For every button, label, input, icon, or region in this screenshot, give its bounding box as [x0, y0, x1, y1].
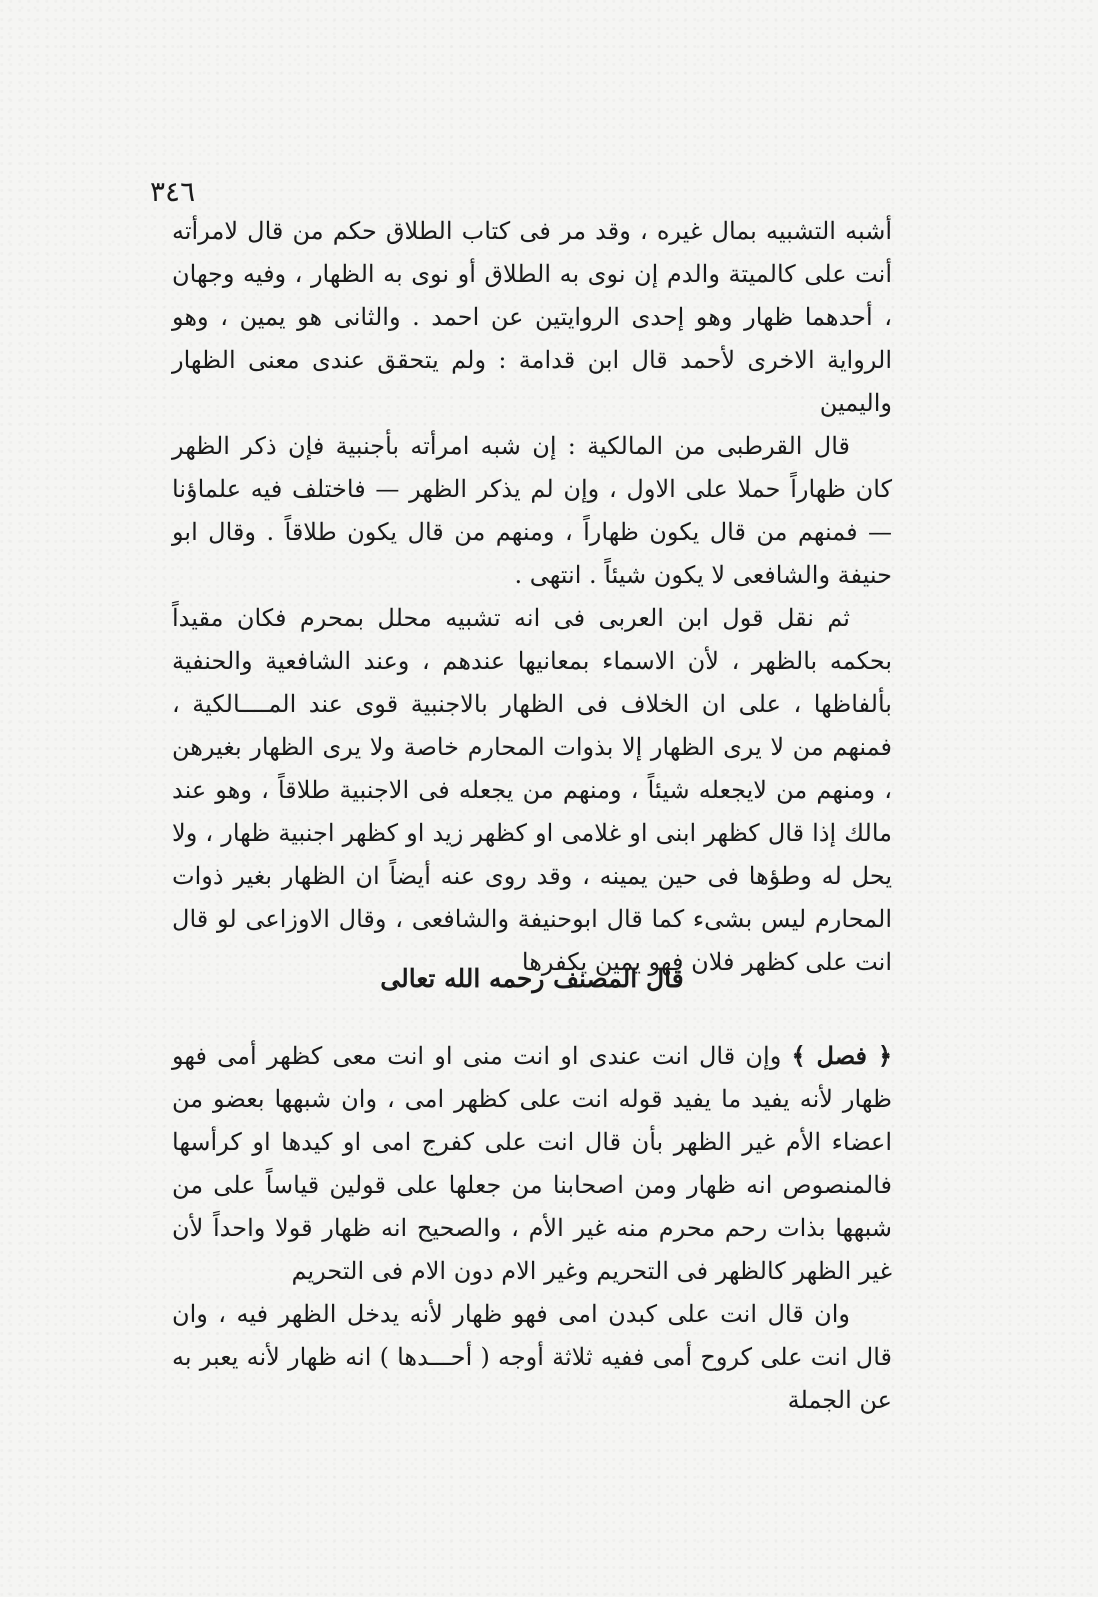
- commentary-text-block: [172, 210, 892, 984]
- paragraph: وان قال انت على كبدن امى فهو ظهار لأنه يدخل الظهر فيه ، وان قال انت على كروح أمى ففيه ثلاثة أوجه ( أحـــدها ) انه ظهار لأنه يعبر به عن الجملة: [172, 1300, 892, 1414]
- paragraph: قال القرطبى من المالكية : إن شبه امرأته بأجنبية فإن ذكر الظهر كان ظهاراً حملا على الاول ، وإن لم يذكر الظهر — فاختلف فيه علماؤنا — فمنهم من قال يكون ظهاراً ، ومنهم من قال يكون طلاقاً . وقال ابو حنيفة والشافعى لا يكون شيئاً . انتهى .: [172, 432, 892, 589]
- paragraph: ثم نقل قول ابن العربى فى انه تشبيه محلل بمحرم فكان مقيداً بحكمه بالظهر ، لأن الاسماء بمعانيها عندهم ، وعند الشافعية والحنفية بألفاظها ، على ان الخلاف فى الظهار بالاجنبية قوى عند المــــالكية ، فمنهم من لا يرى الظهار إلا بذوات المحارم خاصة ولا يرى الظهار بغيرهن ، ومنهم من لايجعله شيئاً ، ومنهم من يجعله فى الاجنبية طلاقاً ، وهو عند مالك إذا قال كظهر ابنى او غلامى او كظهر زيد او كظهر اجنبية ظهار ، ولا يحل له وطؤها فى حين يمينه ، وقد روى عنه أيضاً ان الظهار بغير ذوات المحارم ليس بشىء كما قال ابوحنيفة والشافعى ، وقال الاوزاعى لو قال انت على كظهر فلان فهو يمين يكفرها: [172, 604, 892, 976]
- paragraph: أشبه التشبيه بمال غيره ، وقد مر فى كتاب الطلاق حكم من قال لامرأته أنت على كالميتة والدم إن نوى به الطلاق أو نوى به الظهار ، وفيه وجهان ، أحدهما ظهار وهو إحدى الروايتين عن احمد . والثانى هو يمين ، وهو الرواية الاخرى لأحمد قال ابن قدامة : ولم يتحقق عندى معنى الظهار واليمين: [172, 217, 892, 417]
- page-number: ٣٤٦: [150, 175, 196, 208]
- section-heading: قال المصنف رحمه الله تعالى: [380, 964, 684, 993]
- main-text-block: [172, 1034, 892, 1422]
- paragraph: [172, 1034, 892, 1293]
- section-marker-fasl: ﴿ فصل ﴾: [791, 1041, 893, 1070]
- paragraph-body: وإن قال انت عندى او انت منى او انت معى كظهر أمى فهو ظهار لأنه يفيد ما يفيد قوله انت على كظهر امى ، وان شبهها بعضو من اعضاء الأم غير الظهر بأن قال انت على كفرج امى او كيدها او كرأسها فالمنصوص انه ظهار ومن اصحابنا من جعلها على قولين قياساً على من شبهها بذات رحم محرم منه غير الأم ، والصحيح انه ظهار قولا واحداً لأن غير الظهر كالظهر فى التحريم وغير الام دون الام فى التحريم: [172, 1042, 893, 1285]
